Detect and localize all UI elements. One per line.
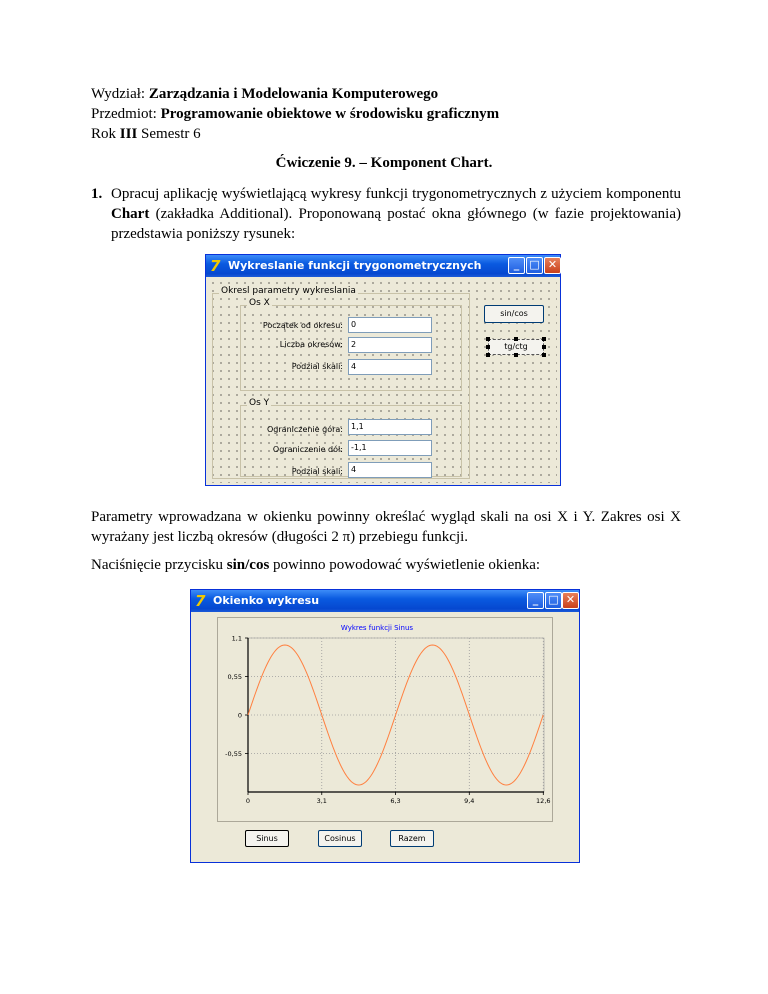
design-window [205, 254, 561, 486]
chart-title: Wykres funkcji Sinus [340, 624, 414, 632]
task-text: Opracuj aplikację wyświetlającą wykresy funkcji trygonometrycznych z użyciem komponentu Chart (zakładka Additional). Proponowaną postać okna głównego (w fazie projektowania) przedstawia poniższy rysunek: [111, 186, 682, 242]
y-tick-label: 0 [237, 711, 242, 720]
exercise-title: Ćwiczenie 9. – Komponent Chart. [275, 155, 493, 171]
task-1 [91, 184, 681, 244]
minimize-icon[interactable]: _ [508, 257, 525, 274]
x-tick-label: 12,6 [536, 797, 551, 805]
sincos-button[interactable]: sin/cos [484, 305, 544, 323]
year-line: Rok III Semestr 6 [91, 126, 201, 142]
x-tick-label: 6,3 [390, 797, 401, 805]
task-number: 1. [91, 186, 103, 202]
periods-count-label: Liczba okresów: [279, 340, 343, 349]
delphi-app-icon: 7 [210, 257, 221, 275]
delphi-app-icon: 7 [195, 592, 206, 610]
design-window-title: Wykreslanie funkcji trygonometrycznych [228, 259, 482, 272]
selection-handle[interactable] [542, 353, 546, 357]
top-limit-label: Ograniczenie góra: [267, 425, 343, 434]
close-icon[interactable]: ✕ [562, 592, 579, 609]
sinus-button[interactable]: Sinus [245, 830, 289, 847]
x-tick-label: 0 [245, 797, 251, 805]
x-tick-label: 9,4 [464, 797, 475, 805]
x-tick-label: 3,1 [316, 797, 327, 805]
axis-x-group [240, 298, 462, 391]
start-period-input[interactable]: 0 [348, 317, 432, 333]
department-name: Zarządzania i Modelowania Komputerowego [148, 86, 439, 102]
chart-y-ticks [225, 635, 248, 759]
periods-count-input[interactable]: 2 [348, 337, 432, 353]
selection-handle[interactable] [542, 345, 546, 349]
axis-y-group [240, 398, 462, 477]
chart-x-ticks [246, 792, 551, 805]
razem-button[interactable]: Razem [390, 830, 434, 847]
subject-line: Przedmiot: Programowanie obiektowe w środowisku graficznym [91, 106, 500, 122]
tgctg-button[interactable]: tg/ctg [488, 339, 544, 355]
y-tick-label: -0,55 [225, 750, 242, 758]
scale-y-label: Podzial skali: [291, 467, 343, 476]
bottom-limit-label: Ograniczenie dół: [272, 445, 343, 454]
paragraph-scale-description: Parametry wprowadzana w okienku powinny określać wygląd skali na osi X i Y. Zakres osi X wyrażany jest liczbą okresów (długości 2 π) przebiegu funkcji. [91, 509, 681, 545]
cosinus-button[interactable]: Cosinus [318, 830, 362, 847]
axis-y-label: Os Y [249, 398, 270, 408]
scale-x-label: Podzial skali: [291, 362, 343, 371]
close-icon[interactable]: ✕ [544, 257, 561, 274]
maximize-icon[interactable]: □ [545, 592, 562, 609]
design-window-titlebar [206, 255, 560, 277]
minimize-icon[interactable]: _ [527, 592, 544, 609]
chart-window-titlebar [191, 590, 579, 612]
bottom-limit-input[interactable]: -1,1 [348, 440, 432, 456]
year-value: III [119, 126, 138, 142]
chart-window-title: Okienko wykresu [213, 594, 320, 607]
sincos-bold: sin/cos [226, 557, 270, 573]
selection-handle[interactable] [486, 345, 490, 349]
y-tick-label: 1,1 [231, 634, 242, 643]
selection-handle[interactable] [486, 353, 490, 357]
scale-x-input[interactable]: 4 [348, 359, 432, 375]
start-period-label: Początek od okresu: [262, 321, 343, 330]
top-limit-input[interactable]: 1,1 [348, 419, 432, 435]
sine-chart [218, 618, 552, 821]
chart-panel [217, 617, 553, 822]
chart-window [190, 589, 580, 863]
paragraph-sincos: Naciśnięcie przycisku sin/cos powinno powodować wyświetlenie okienka: [91, 557, 541, 573]
params-group-label: Okresl parametry wykreslania [221, 286, 356, 296]
department-line: Wydział: Zarządzania i Modelowania Komputerowego [91, 86, 439, 102]
axis-x-label: Os X [249, 298, 270, 308]
selection-handle[interactable] [514, 337, 518, 341]
selection-handle[interactable] [486, 337, 490, 341]
maximize-icon[interactable]: □ [526, 257, 543, 274]
form-canvas [209, 279, 557, 483]
y-tick-label: 0,55 [227, 673, 242, 681]
selection-handle[interactable] [514, 353, 518, 357]
subject-name: Programowanie obiektowe w środowisku graficznym [160, 106, 500, 122]
scale-y-input[interactable]: 4 [348, 462, 432, 478]
selection-handle[interactable] [542, 337, 546, 341]
params-group [212, 286, 470, 479]
